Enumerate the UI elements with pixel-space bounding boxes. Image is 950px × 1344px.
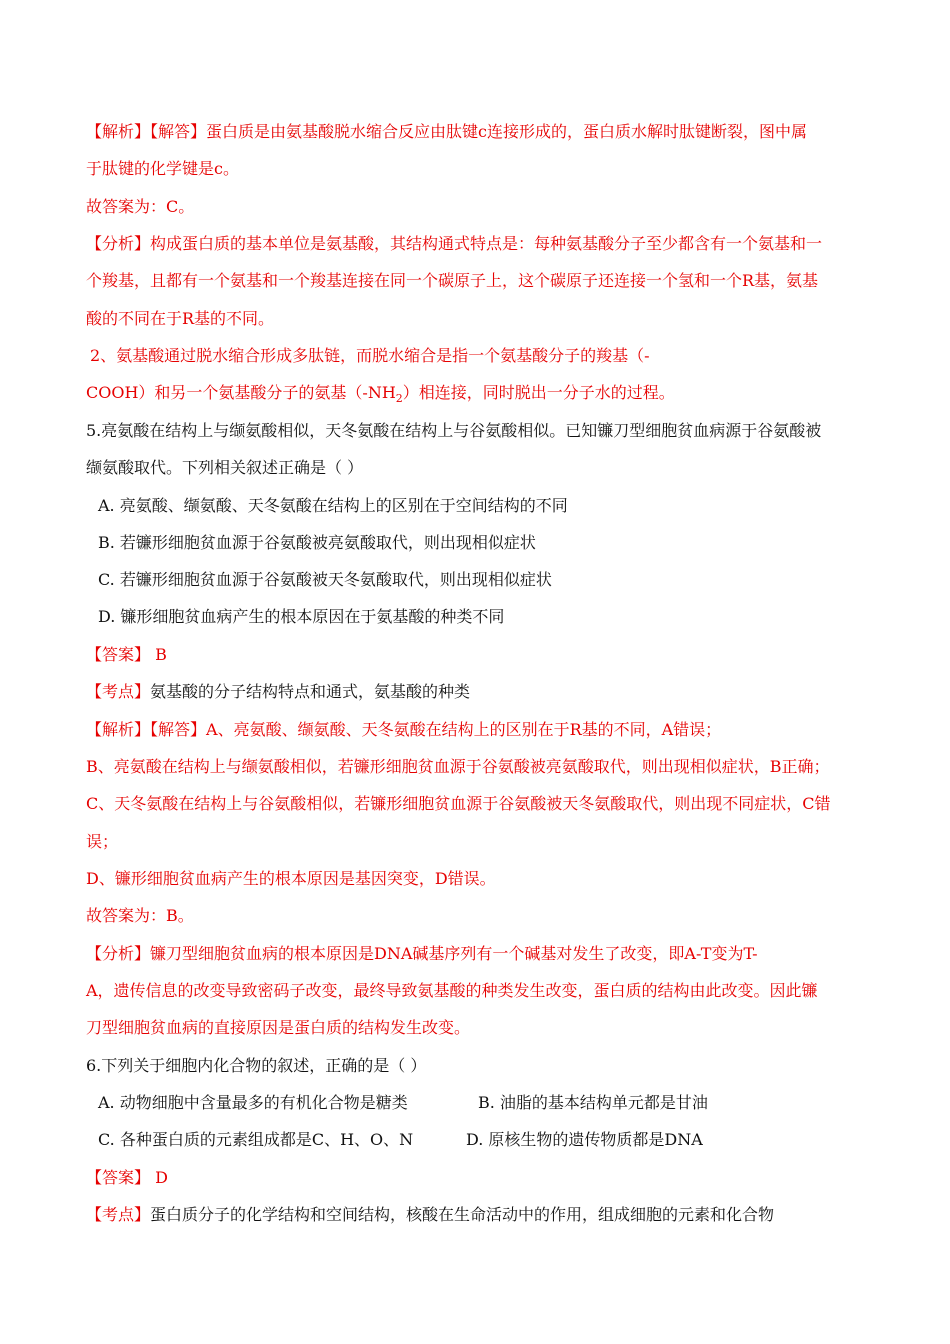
fenxi-tag: 【分析】 (86, 944, 151, 963)
answer-value: D (155, 1168, 168, 1187)
q5-option-b: B. 若镰形细胞贫血源于谷氨酸被亮氨酸取代，则出现相似症状 (98, 533, 536, 552)
q5-jiexi-5: D、镰形细胞贫血病产生的根本原因是基因突变，D错误。 (86, 869, 496, 888)
q5-fenxi-2: A，遗传信息的改变导致密码子改变，最终导致氨基酸的种类发生改变，蛋白质的结构由此改变。因此镰 (86, 981, 818, 1000)
q6-option-c: C. 各种蛋白质的元素组成都是C、H、O、N (98, 1130, 414, 1149)
kaodian-text: 氨基酸的分子结构特点和通式，氨基酸的种类 (150, 682, 471, 701)
q5-option-c: C. 若镰形细胞贫血源于谷氨酸被天冬氨酸取代，则出现相似症状 (98, 570, 552, 589)
answer-tag: 【答案】 (86, 1168, 151, 1187)
jiexi-line-2: 于肽键的化学键是c。 (86, 159, 239, 178)
fenxi-tag: 【分析】 (86, 234, 151, 253)
q6-options-row-2 (98, 1129, 888, 1151)
kaodian-tag: 【考点】 (86, 682, 151, 701)
nh2-subscript: 2 (395, 392, 403, 406)
q6-stem: 6.下列关于细胞内化合物的叙述，正确的是（ ） (86, 1056, 427, 1075)
q5-fenxi-1 (86, 943, 876, 965)
answer-value: B (155, 645, 167, 664)
q6-options-row-1 (98, 1092, 888, 1114)
q5-option-d: D. 镰形细胞贫血病产生的根本原因在于氨基酸的种类不同 (98, 607, 505, 626)
q5-answer (86, 644, 876, 666)
kaodian-tag: 【考点】 (86, 1205, 151, 1224)
fenxi-line-5 (86, 382, 876, 404)
q6-answer (86, 1167, 876, 1189)
fenxi-line-5b: ）相连接，同时脱出一分子水的过程。 (402, 383, 675, 402)
q5-jiexi-3: C、天冬氨酸在结构上与谷氨酸相似，若镰形细胞贫血源于谷氨酸被天冬氨酸取代，则出现不同症状，C错 (86, 794, 831, 813)
jiexi-text: 蛋白质是由氨基酸脱水缩合反应由肽键c连接形成的，蛋白质水解时肽键断裂，图中属 (206, 122, 807, 141)
fenxi-line-2: 个羧基，且都有一个氨基和一个羧基连接在同一个碳原子上，这个碳原子还连接一个氢和一个R基，氨基 (86, 271, 819, 290)
jiexi-text: A、亮氨酸、缬氨酸、天冬氨酸在结构上的区别在于R基的不同，A错误； (206, 720, 722, 739)
q5-jiexi-1 (86, 719, 876, 741)
q5-fenxi-3: 刀型细胞贫血病的直接原因是蛋白质的结构发生改变。 (86, 1018, 471, 1037)
q5-stem-1: 5.亮氨酸在结构上与缬氨酸相似，天冬氨酸在结构上与谷氨酸相似。已知镰刀型细胞贫血病源于谷氨酸被 (86, 421, 822, 440)
q6-option-a: A. 动物细胞中含量最多的有机化合物是糖类 (98, 1093, 408, 1112)
fenxi-line-3: 酸的不同在于R基的不同。 (86, 309, 275, 328)
q6-option-b: B. 油脂的基本结构单元都是甘油 (478, 1093, 708, 1112)
q5-jiexi-2: B、亮氨酸在结构上与缬氨酸相似，若镰形细胞贫血源于谷氨酸被亮氨酸取代，则出现相似症状，B正确； (86, 757, 830, 776)
jiexi-tag: 【解析】【解答】 (86, 720, 207, 739)
q6-kaodian (86, 1204, 876, 1226)
answer-tag: 【答案】 (86, 645, 151, 664)
fenxi-line-4: 2、氨基酸通过脱水缩合形成多肽链，而脱水缩合是指一个氨基酸分子的羧基（- (90, 346, 650, 365)
q5-option-a: A. 亮氨酸、缬氨酸、天冬氨酸在结构上的区别在于空间结构的不同 (98, 496, 568, 515)
q5-jiexi-4: 误； (86, 832, 119, 851)
jiexi-tag: 【解析】【解答】 (86, 122, 207, 141)
fenxi-line-5a: COOH）和另一个氨基酸分子的氨基（-NH (86, 383, 396, 402)
fenxi-line-1 (86, 233, 876, 255)
kaodian-text: 蛋白质分子的化学结构和空间结构，核酸在生命活动中的作用，组成细胞的元素和化合物 (150, 1205, 775, 1224)
fenxi-text: 构成蛋白质的基本单位是氨基酸，其结构通式特点是：每种氨基酸分子至少都含有一个氨基和一 (150, 234, 823, 253)
q5-stem-2: 缬氨酸取代。下列相关叙述正确是（ ） (86, 458, 364, 477)
q5-kaodian (86, 681, 876, 703)
jiexi-line-1 (86, 121, 876, 143)
q6-option-d: D. 原核生物的遗传物质都是DNA (466, 1130, 703, 1149)
fenxi-text: 镰刀型细胞贫血病的根本原因是DNA碱基序列有一个碱基对发生了改变，即A-T变为T- (150, 944, 758, 963)
q5-final-answer: 故答案为：B。 (86, 906, 194, 925)
final-answer-line: 故答案为：C。 (86, 197, 195, 216)
